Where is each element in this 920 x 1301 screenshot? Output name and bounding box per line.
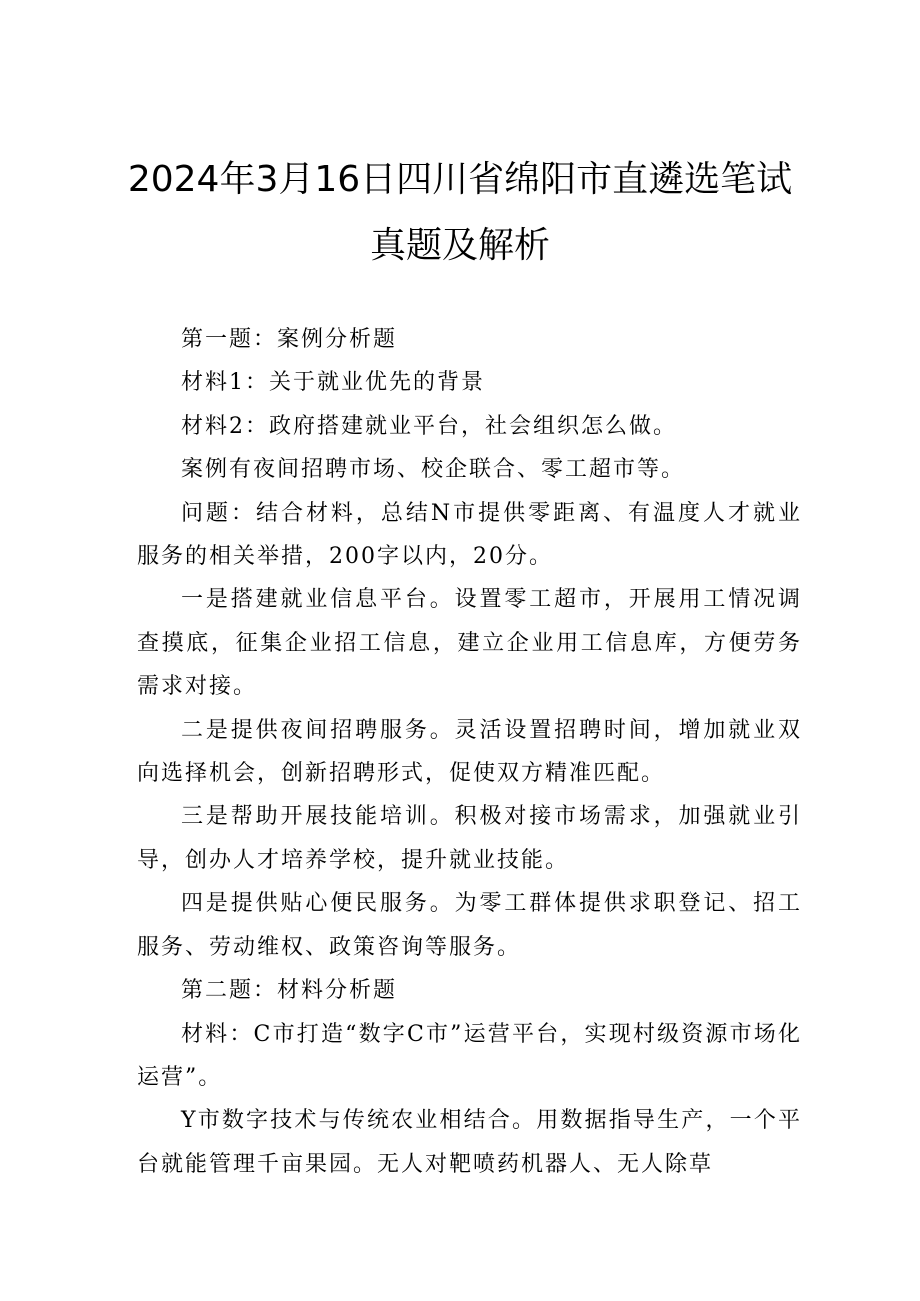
section-heading-question-2: 第二题：材料分析题 (181, 978, 398, 1004)
paragraph-material-1: 材料1：关于就业优先的背景 (181, 370, 485, 396)
paragraph-answer-point-4: 四是提供贴心便民服务。为零工群体提供求职登记、招工服务、劳动维权、政策咨询等服务。 (137, 891, 802, 960)
paragraph-material-2: 材料2：政府搭建就业平台，社会组织怎么做。 (181, 413, 677, 439)
paragraph-question: 问题：结合材料，总结N市提供零距离、有温度人才就业服务的相关举措，200字以内，20分。 (137, 500, 802, 570)
document-title-line-2: 真题及解析 (369, 225, 550, 266)
paragraph-answer-point-3: 三是帮助开展技能培训。积极对接市场需求，加强就业引导，创办人才培养学校，提升就业技能。 (137, 804, 802, 873)
paragraph-answer-point-1: 一是搭建就业信息平台。设置零工超市，开展用工情况调查摸底，征集企业招工信息，建立企业用工信息库，方便劳务需求对接。 (137, 587, 802, 700)
paragraph-answer-point-2: 二是提供夜间招聘服务。灵活设置招聘时间，增加就业双向选择机会，创新招聘形式，促使双方精准匹配。 (137, 717, 802, 787)
paragraph-material-c-city: 材料：C市打造“数字C市”运营平台，实现村级资源市场化运营”。 (137, 1021, 802, 1090)
paragraph-case-examples: 案例有夜间招聘市场、校企联合、零工超市等。 (181, 457, 686, 483)
section-heading-question-1: 第一题：案例分析题 (181, 327, 398, 352)
document-title-line-1: 2024年3月16日四川省绵阳市直遴选笔试 (127, 159, 793, 200)
paragraph-material-y-city: Y市数字技术与传统农业相结合。用数据指导生产，一个平台就能管理千亩果园。无人对靶喷药机器人、无人除草 (137, 1108, 802, 1177)
document-body (137, 318, 802, 1186)
